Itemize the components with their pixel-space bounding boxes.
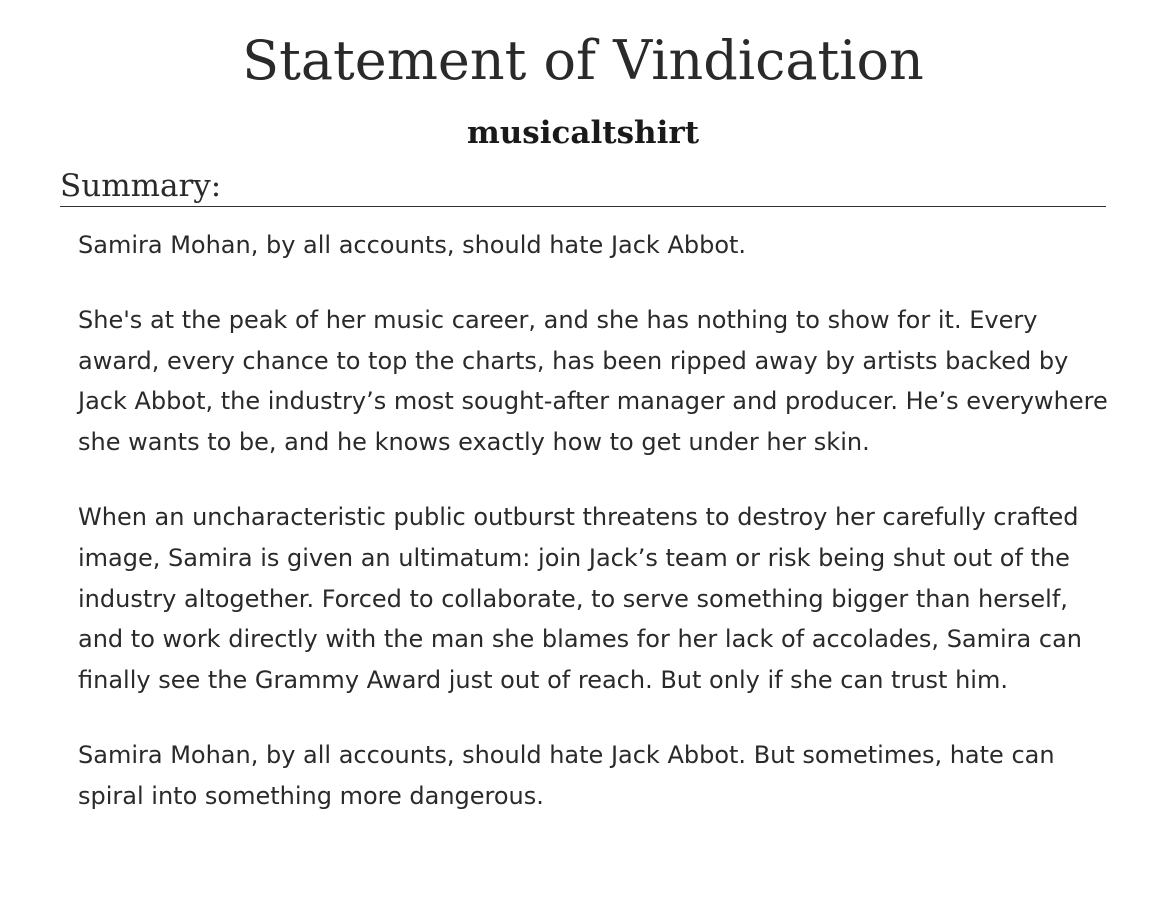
summary-paragraph: Samira Mohan, by all accounts, should hate Jack Abbot. (78, 231, 747, 259)
summary-paragraph: She's at the peak of her music career, and she has nothing to show for it. Every award, every chance to top the charts, has been ripped away by artists backed by Jack Abbot, the industry’s most sought-after manager and producer. He’s everywhere she wants to be, and he knows exactly how to get under her skin. (78, 305, 1108, 457)
summary-text (78, 225, 1108, 851)
summary-heading: Summary: (60, 166, 1106, 207)
summary-paragraph: When an uncharacteristic public outburst threatens to destroy her carefully crafted image, Samira is given an ultimatum: join Jack’s team or risk being shut out of the industry altogether. Forced to collaborate, to serve something bigger than herself, and to work directly with the man she blames for her lack of accolades, Samira can finally see the Grammy Award just out of reach. But only if she can trust him. (78, 502, 1082, 695)
work-author[interactable]: musicaltshirt (466, 115, 700, 151)
work-title: Statement of Vindication (242, 29, 924, 92)
summary-paragraph: Samira Mohan, by all accounts, should hate Jack Abbot. But sometimes, hate can spiral into something more dangerous. (78, 740, 1055, 810)
